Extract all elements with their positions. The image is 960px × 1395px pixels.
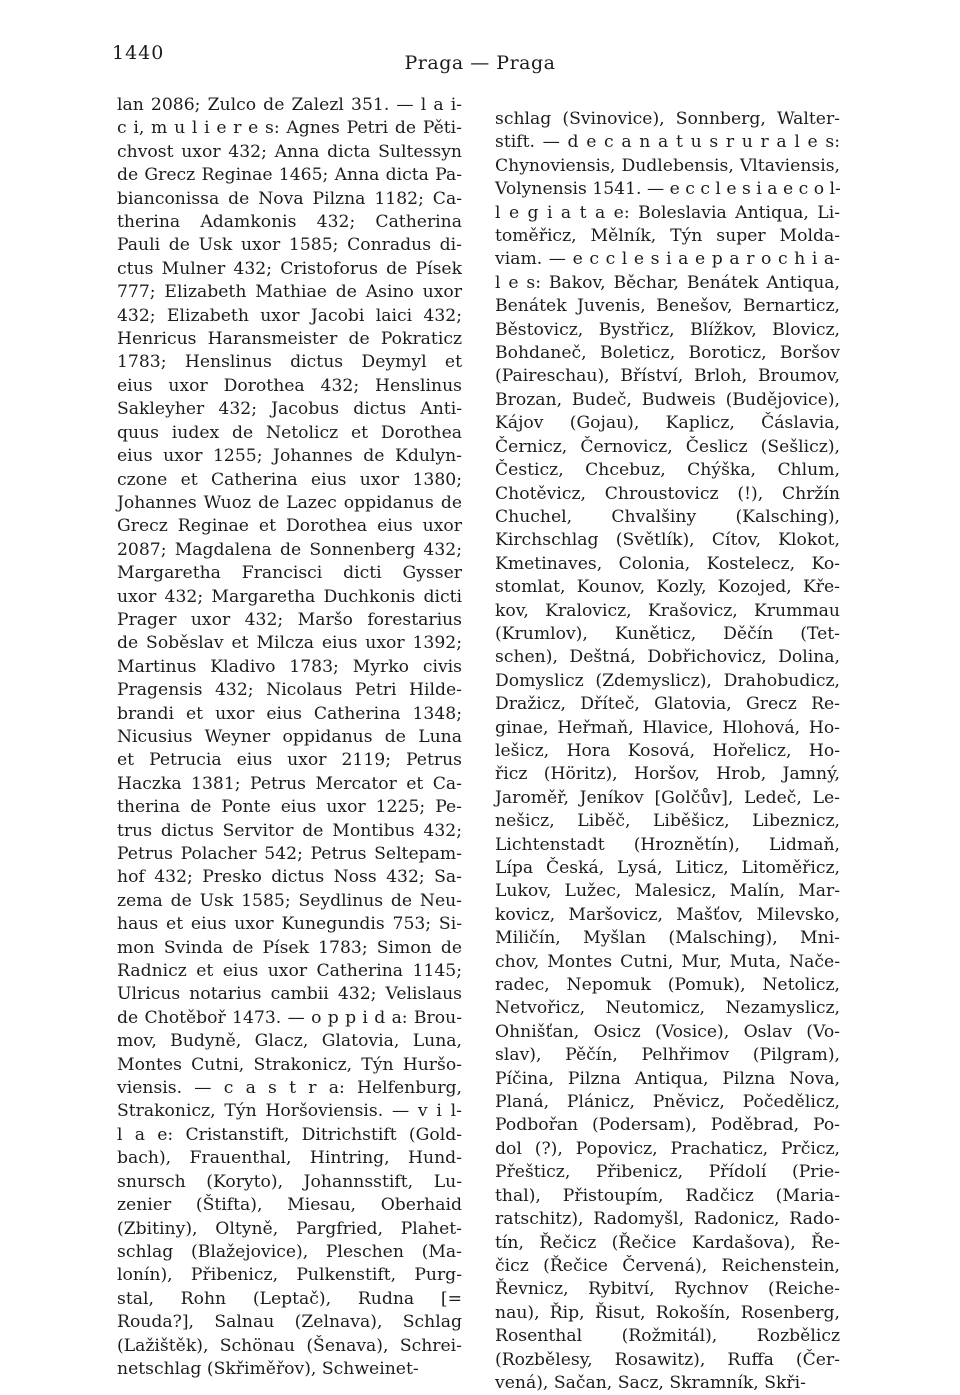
text-line: Rouda?], Salnau (Zelnava), Schlag: [117, 1312, 462, 1333]
text-line: Netvořicz, Neutomicz, Nezamyslicz,: [495, 998, 840, 1019]
text-line: Lukov, Lužec, Malesicz, Malín, Mar-: [495, 881, 840, 902]
text-line: Podbořan (Podersam), Poděbrad, Po-: [495, 1115, 840, 1136]
text-line: c i, m u l i e r e s: Agnes Petri de Pěti-: [117, 118, 462, 139]
text-line: schen), Deštná, Dobřichovicz, Dolina,: [495, 647, 840, 668]
text-line: therina de Ponte eius uxor 1225; Pe-: [117, 797, 462, 818]
text-line: lonín), Přibenicz, Pulkenstift, Purg-: [117, 1265, 462, 1286]
text-line: Černicz, Černovicz, Česlicz (Sešlicz),: [495, 436, 840, 457]
text-line: Chynoviensis, Dudlebensis, Vltaviensis,: [495, 155, 840, 176]
text-line: brandi et uxor eius Catherina 1348;: [117, 703, 462, 724]
text-line: Margaretha Francisci dicti Gysser: [117, 563, 462, 584]
text-line: thal), Přistoupím, Radčicz (Maria-: [495, 1185, 840, 1206]
text-line: řicz (Höritz), Horšov, Hrob, Jamný,: [495, 764, 840, 785]
text-line: viensis. — c a s t r a: Helfenburg,: [117, 1078, 462, 1099]
text-line: nau), Řip, Řisut, Rokošín, Rosenberg,: [495, 1302, 840, 1323]
text-line: dol (?), Popovicz, Prachaticz, Prčicz,: [495, 1138, 840, 1159]
text-line: Jaroměř, Jeníkov [Golčův], Ledeč, Le-: [495, 787, 840, 808]
text-line: Sakleyher 432; Jacobus dictus Anti-: [117, 399, 462, 420]
text-line: Domyslicz (Zdemyslicz), Drahobudicz,: [495, 670, 840, 691]
text-line: Bohdaneč, Boleticz, Boroticz, Boršov: [495, 343, 840, 364]
text-line: stomlat, Kounov, Kozly, Kozojed, Kře-: [495, 577, 840, 598]
text-line: Strakonicz, Týn Horšoviensis. — v i l-: [117, 1101, 462, 1122]
text-line: čicz (Řečice Červená), Reichenstein,: [495, 1255, 840, 1276]
text-line: Benátek Juvenis, Benešov, Bernarticz,: [495, 296, 840, 317]
text-line: Dražicz, Dříteč, Glatovia, Grecz Re-: [495, 694, 840, 715]
text-line: Henricus Haransmeister de Pokraticz: [117, 329, 462, 350]
text-line: Kirchschlag (Světlík), Cítov, Klokot,: [495, 530, 840, 551]
text-line: 1783; Henslinus dictus Deymyl et: [117, 352, 462, 373]
text-line: trus dictus Servitor de Montibus 432;: [117, 820, 462, 841]
page-number: 1440: [112, 42, 165, 64]
text-line: Radnicz et eius uxor Catherina 1145;: [117, 961, 462, 982]
text-line: Přešticz, Přibenicz, Přídolí (Prie-: [495, 1162, 840, 1183]
text-line: stift. — d e c a n a t u s r u r a l e s:: [495, 132, 840, 153]
text-line: lan 2086; Zulco de Zalezl 351. — l a i-: [117, 95, 462, 115]
text-line: Chuchel, Chvalšiny (Kalsching),: [495, 506, 840, 527]
text-line: Nicusius Weyner oppidanus de Luna: [117, 726, 462, 747]
text-line: de Soběslav et Milcza eius uxor 1392;: [117, 633, 462, 654]
text-line: tín, Řečicz (Řečice Kardašova), Ře-: [495, 1232, 840, 1253]
running-head: Praga — Praga: [404, 52, 556, 74]
text-line: therina Adamkonis 432; Catherina: [117, 212, 462, 233]
text-line: l a e: Cristanstift, Ditrichstift (Gold-: [117, 1124, 462, 1145]
text-line: zema de Usk 1585; Seydlinus de Neu-: [117, 890, 462, 911]
text-line: Brozan, Budeč, Budweis (Budějovice),: [495, 389, 840, 410]
text-line: Česticz, Chcebuz, Chýška, Chlum,: [495, 460, 840, 481]
text-line: l e g i a t a e: Boleslavia Antiqua, Li-: [495, 202, 840, 223]
text-line: schlag (Svinovice), Sonnberg, Walter-: [495, 109, 840, 129]
text-line: Pauli de Usk uxor 1585; Conradus di-: [117, 235, 462, 256]
text-line: (Krumlov), Kuněticz, Děčín (Tet-: [495, 623, 840, 644]
text-line: Pragensis 432; Nicolaus Petri Hilde-: [117, 680, 462, 701]
text-line: Planá, Plánicz, Pněvicz, Počedělicz,: [495, 1092, 840, 1113]
text-line: toměřicz, Mělník, Týn super Molda-: [495, 226, 840, 247]
text-line: viam. — e c c l e s i a e p a r o c h i a-: [495, 249, 840, 270]
right-column: [495, 108, 840, 1395]
text-line: haus et eius uxor Kunegundis 753; Si-: [117, 914, 462, 935]
text-line: Grecz Reginae et Dorothea eius uxor: [117, 516, 462, 537]
text-line: slav), Pěčín, Pelhřimov (Pilgram),: [495, 1045, 840, 1066]
text-line: Ohnišťan, Osicz (Vosice), Oslav (Vo-: [495, 1021, 840, 1042]
text-line: 432; Elizabeth uxor Jacobi laici 432;: [117, 305, 462, 326]
text-line: ctus Mulner 432; Cristoforus de Písek: [117, 258, 462, 279]
text-line: ratschitz), Radomyšl, Radonicz, Rado-: [495, 1209, 840, 1230]
text-line: Lípa Česká, Lysá, Liticz, Litoměřicz,: [495, 858, 840, 878]
text-line: Řevnicz, Rybitví, Rychnov (Reiche-: [495, 1279, 840, 1300]
text-line: Kájov (Gojau), Kaplicz, Čáslavia,: [495, 413, 840, 434]
text-line: schlag (Blažejovice), Pleschen (Ma-: [117, 1241, 462, 1262]
text-line: snursch (Koryto), Johannsstift, Lu-: [117, 1171, 462, 1192]
text-line: stal, Rohn (Leptač), Rudna [=: [117, 1288, 462, 1309]
left-column: [117, 94, 462, 1381]
text-line: eius uxor Dorothea 432; Henslinus: [117, 375, 462, 396]
text-line: mon Svinda de Písek 1783; Simon de: [117, 937, 462, 958]
text-line: zenier (Štifta), Miesau, Oberhaid: [117, 1195, 462, 1216]
text-line: 777; Elizabeth Mathiae de Asino uxor: [117, 282, 462, 303]
text-line: nešicz, Liběč, Liběšicz, Libeznicz,: [495, 811, 840, 832]
text-line: Miličín, Myšlan (Malsching), Mni-: [495, 928, 840, 949]
text-line: Volynensis 1541. — e c c l e s i a e c o l-: [495, 179, 841, 200]
text-line: bach), Frauenthal, Hintring, Hund-: [117, 1148, 462, 1169]
text-line: (Rozbělesy, Rosawitz), Ruffa (Čer-: [495, 1349, 840, 1370]
text-line: de Grecz Reginae 1465; Anna dicta Pa-: [117, 165, 462, 186]
text-line: Montes Cutni, Strakonicz, Týn Huršo-: [117, 1054, 462, 1075]
text-line: Běstovicz, Bystřicz, Blížkov, Blovicz,: [495, 319, 840, 340]
text-line: Prager uxor 432; Maršo forestarius: [117, 609, 462, 630]
text-line: bianconissa de Nova Pilzna 1182; Ca-: [117, 188, 462, 209]
text-line: Ulricus notarius cambii 432; Velislaus: [117, 984, 462, 1005]
text-line: et Petrucia eius uxor 2119; Petrus: [117, 750, 462, 771]
text-line: Haczka 1381; Petrus Mercator et Ca-: [117, 773, 462, 794]
text-line: (Zbitiny), Oltyně, Pargfried, Plahet-: [117, 1218, 462, 1239]
text-line: chvost uxor 432; Anna dicta Sultessyn: [117, 141, 462, 162]
text-line: Johannes Wuoz de Lazec oppidanus de: [117, 492, 462, 513]
text-line: Chotěvicz, Chroustovicz (!), Chržín: [495, 483, 840, 504]
text-line: quus iudex de Netolicz et Dorothea: [117, 422, 462, 443]
text-line: ginae, Heřmaň, Hlavice, Hlohová, Ho-: [495, 717, 840, 738]
text-line: de Chotěboř 1473. — o p p i d a: Brou-: [117, 1007, 462, 1028]
text-line: Petrus Polacher 542; Petrus Seltepam-: [117, 844, 462, 864]
text-line: hof 432; Presko dictus Noss 432; Sa-: [117, 867, 462, 888]
text-line: kovicz, Maršovicz, Mašťov, Milevsko,: [495, 904, 840, 925]
text-line: Píčina, Pilzna Antiqua, Pilzna Nova,: [495, 1068, 840, 1089]
text-line: kov, Kralovicz, Krašovicz, Krummau: [495, 600, 840, 621]
text-line: czone et Catherina eius uxor 1380;: [117, 469, 462, 490]
text-line: lešicz, Hora Kosová, Hořelicz, Ho-: [495, 740, 840, 761]
text-line: uxor 432; Margaretha Duchkonis dicti: [117, 586, 462, 607]
text-line: (Paireschau), Bříství, Brloh, Broumov,: [495, 366, 840, 387]
text-line: Rosenthal (Rožmitál), Rozbělicz: [495, 1326, 840, 1347]
text-line: vená), Sačan, Sacz, Skramník, Skři-: [495, 1372, 806, 1393]
text-line: Lichtenstadt (Hroznětín), Lidmaň,: [495, 834, 840, 855]
text-line: chov, Montes Cutni, Mur, Muta, Nače-: [495, 951, 840, 972]
text-line: Martinus Kladivo 1783; Myrko civis: [117, 656, 462, 677]
text-line: netschlag (Skřiměřov), Schweinet-: [117, 1358, 419, 1379]
text-line: l e s: Bakov, Běchar, Benátek Antiqua,: [495, 272, 840, 293]
text-line: eius uxor 1255; Johannes de Kdulyn-: [117, 446, 462, 467]
text-line: (Lažištěk), Schönau (Šenava), Schrei-: [117, 1335, 462, 1356]
text-line: 2087; Magdalena de Sonnenberg 432;: [117, 539, 462, 560]
text-line: radec, Nepomuk (Pomuk), Netolicz,: [495, 975, 840, 996]
text-line: mov, Budyně, Glacz, Glatovia, Luna,: [117, 1031, 462, 1052]
text-line: Kmetinaves, Colonia, Kostelecz, Ko-: [495, 553, 840, 574]
